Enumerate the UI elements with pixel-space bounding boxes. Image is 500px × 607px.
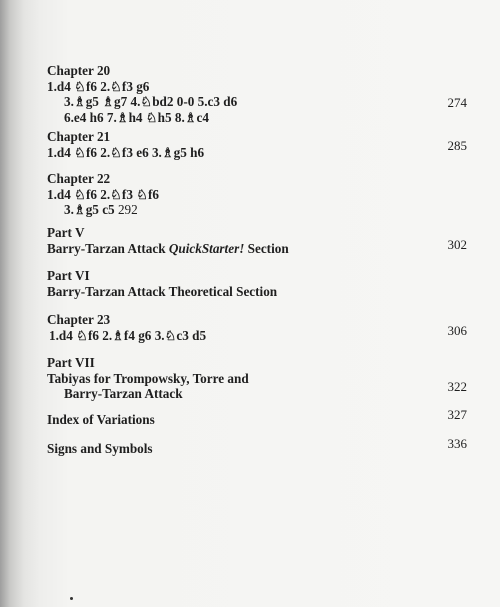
entry-title-text: Section xyxy=(247,240,289,256)
toc-entry-chapter-22 xyxy=(47,171,467,218)
entry-moves: 1.d4 ♘f6 2.♘f3 g6 xyxy=(47,78,150,94)
entry-heading: Chapter 21 xyxy=(47,129,111,144)
page-number: 327 xyxy=(447,407,467,422)
entry-moves: 1.d4 ♘f6 2.♘f3 ♘f6 xyxy=(47,186,160,202)
entry-moves: 1.d4 ♘f6 2.♗f4 g6 3.♘c3 d5 xyxy=(49,327,207,343)
toc-entry-signs xyxy=(47,436,467,457)
entry-heading: Chapter 22 xyxy=(47,171,111,186)
entry-heading: Part VII xyxy=(47,355,95,370)
entry-heading: Part VI xyxy=(47,268,90,283)
entry-title: Tabiyas for Trompowsky, Torre and xyxy=(47,370,249,386)
entry-title: Barry-Tarzan Attack Theoretical Section xyxy=(47,283,278,299)
entry-moves: 3.♗g5 ♗g7 4.♘bd2 0-0 5.c3 d6 xyxy=(64,94,238,109)
entry-title-italic: QuickStarter! xyxy=(168,240,245,256)
toc-entry-chapter-23 xyxy=(47,312,467,343)
entry-title xyxy=(47,241,467,257)
entry-heading: Chapter 23 xyxy=(47,312,111,327)
page-number: 306 xyxy=(447,323,467,338)
entry-moves-text: 3.♗g5 c5 xyxy=(64,202,115,217)
toc-entry-chapter-21 xyxy=(47,129,467,160)
entry-moves: 1.d4 ♘f6 2.♘f3 e6 3.♗g5 h6 xyxy=(47,144,205,160)
entry-moves: 6.e4 h6 7.♗h4 ♘h5 8.♗c4 xyxy=(64,109,210,125)
toc-entry-part-v xyxy=(47,225,467,256)
toc-entry-part-vii xyxy=(47,355,467,402)
entry-title: Barry-Tarzan Attack xyxy=(64,386,183,401)
page-number: 292 xyxy=(117,202,138,217)
page-number: 302 xyxy=(447,237,467,252)
toc-entry-part-vi xyxy=(47,268,467,299)
ink-speck xyxy=(70,597,73,600)
entry-title-text: Barry-Tarzan Attack xyxy=(47,240,166,256)
toc-entry-index xyxy=(47,407,467,428)
page-number: 285 xyxy=(447,138,467,153)
toc-entry-chapter-20 xyxy=(47,63,467,125)
entry-title: Index of Variations xyxy=(47,412,155,427)
entry-title: Signs and Symbols xyxy=(47,441,153,456)
entry-heading: Chapter 20 xyxy=(47,63,111,78)
entry-heading: Part V xyxy=(47,225,85,240)
entry-moves xyxy=(47,202,467,218)
page-number: 274 xyxy=(447,95,467,110)
page-number: 336 xyxy=(447,436,467,451)
page-number: 322 xyxy=(447,379,467,394)
